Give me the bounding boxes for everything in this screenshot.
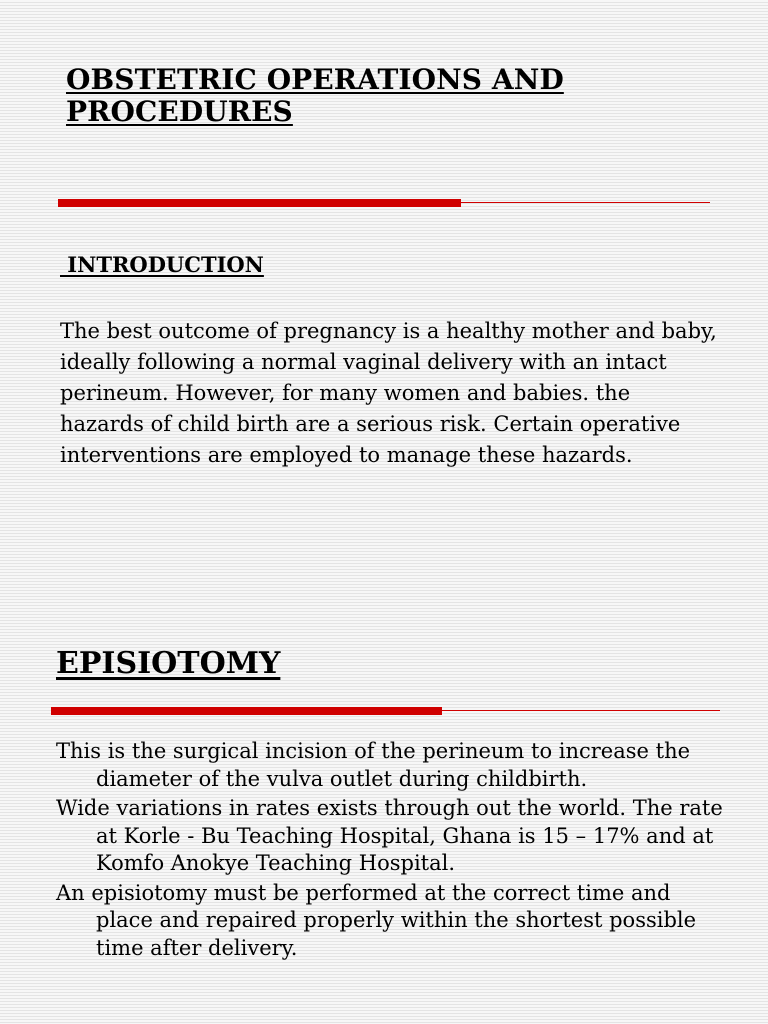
divider-thin-segment bbox=[461, 202, 710, 203]
title-divider bbox=[58, 202, 710, 204]
episiotomy-points bbox=[56, 738, 726, 964]
title-divider bbox=[51, 710, 720, 712]
page-title: OBSTETRIC OPERATIONS AND PROCEDURES bbox=[66, 63, 564, 128]
list-item: An episiotomy must be performed at the correct time and place and repaired properly within the shortest possible time after delivery. bbox=[56, 880, 697, 960]
introduction-paragraph: The best outcome of pregnancy is a healthy mother and baby, ideally following a normal vaginal delivery with an intact perineum. However, for many women and babies. the hazards of child birth are a serious risk. Certain operative interventions are employed to manage these hazards. bbox=[60, 319, 717, 467]
list-item: This is the surgical incision of the perineum to increase the diameter of the vulva outlet during childbirth. bbox=[56, 739, 691, 791]
list-item: Wide variations in rates exists through out the world. The rate at Korle - Bu Teaching Hospital, Ghana is 15 – 17% and at Komfo Anokye Teaching Hospital. bbox=[56, 796, 723, 875]
section-title-episiotomy: EPISIOTOMY bbox=[56, 646, 281, 681]
slide-episiotomy bbox=[0, 560, 768, 1024]
divider-thick-segment bbox=[58, 199, 461, 207]
divider-thick-segment bbox=[51, 707, 442, 715]
section-heading-introduction: INTRODUCTION bbox=[60, 252, 264, 277]
divider-thin-segment bbox=[442, 710, 720, 711]
